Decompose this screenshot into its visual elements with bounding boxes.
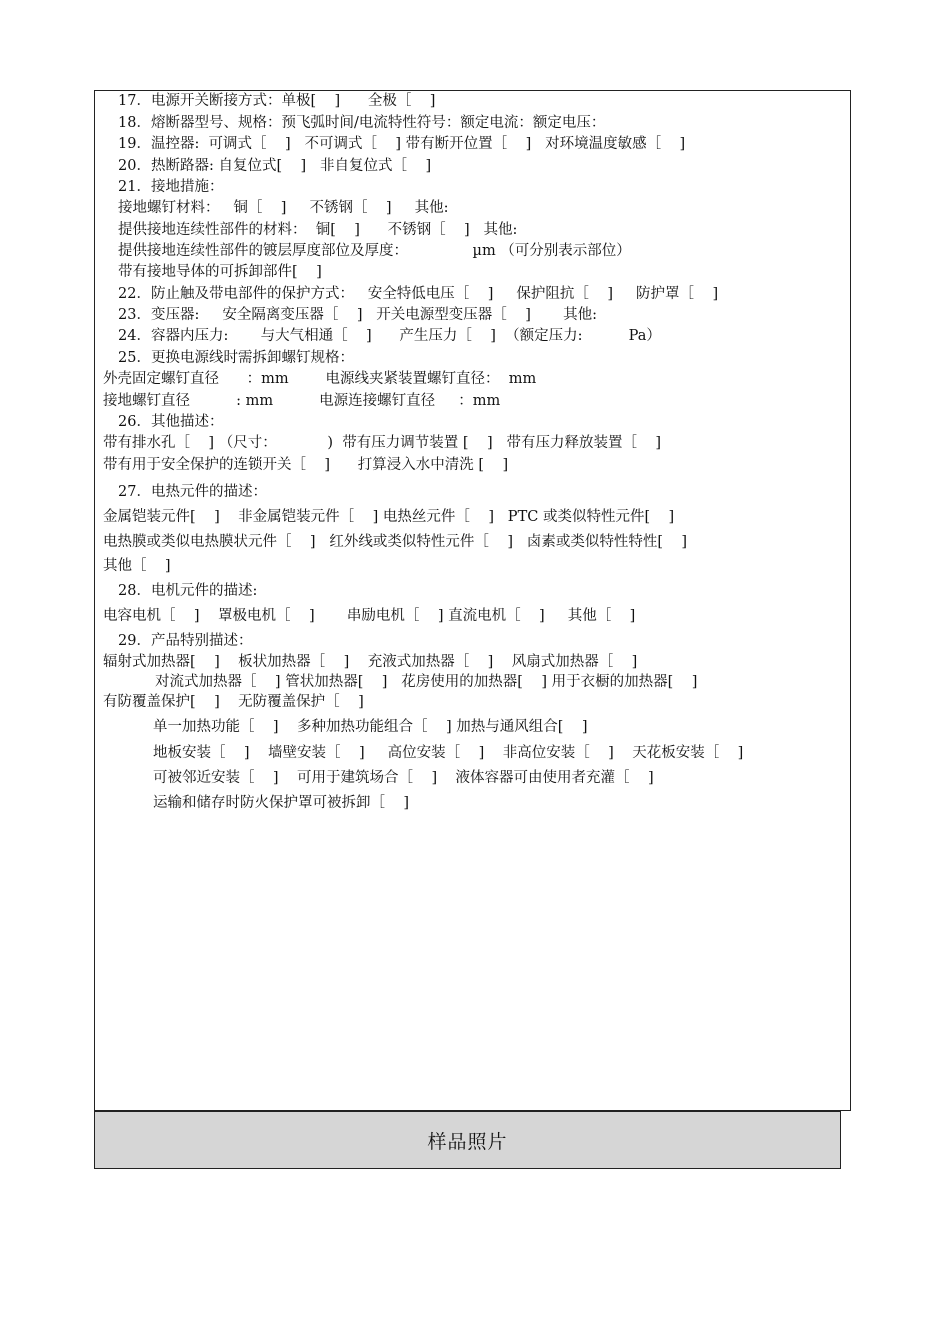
line-26-b: 带有用于安全保护的连锁开关［ ] 打算浸入水中清洗 [ ] <box>103 457 509 473</box>
sample-photo-header <box>94 1111 841 1169</box>
line-29-a: 辐射式加热器[ ] 板状加热器［ ] 充液式加热器［ ] 风扇式加热器［ ] <box>103 654 638 670</box>
line-29-c: 有防覆盖保护[ ] 无防覆盖保护［ ] <box>103 694 364 710</box>
line-29-b: 对流式加热器［ ] 管状加热器[ ] 花房使用的加热器[ ] 用于衣橱的加热器[ ] <box>155 674 698 690</box>
line-27: 27．电热元件的描述： <box>118 484 267 500</box>
line-26-a: 带有排水孔［ ] （尺寸： ) 带有压力调节装置 [ ] 带有压力释放装置［ ] <box>103 435 662 451</box>
line-29-g: 运输和储存时防火保护罩可被拆卸［ ] <box>153 795 410 811</box>
line-27-a: 金属铠装元件[ ] 非金属铠装元件［ ] 电热丝元件［ ] PTC 或类似特性元件[ ] <box>103 509 675 525</box>
line-27-b: 电热膜或类似电热膜状元件［ ] 红外线或类似特性元件［ ] 卤素或类似特性特性[ ] <box>103 534 688 550</box>
line-22: 22．防止触及带电部件的保护方式： 安全特低电压［ ] 保护阻抗［ ] 防护罩［ ] <box>118 286 719 302</box>
line-28: 28．电机元件的描述: <box>118 583 258 599</box>
line-25-b: 接地螺钉直径 : mm 电源连接螺钉直径 ：mm <box>103 393 501 409</box>
line-21-b: 提供接地连续性部件的材料： 铜[ ] 不锈钢［ ] 其他: <box>118 222 518 238</box>
line-26: 26．其他描述： <box>118 414 224 430</box>
line-21-d: 带有接地导体的可拆卸部件[ ] <box>118 264 322 280</box>
line-24: 24．容器内压力: 与大气相通［ ] 产生压力［ ] （额定压力: Pa） <box>118 328 661 344</box>
line-17: 17．电源开关断接方式：单极[ ] 全极［ ] <box>118 93 436 109</box>
sample-photo-label: 样品照片 <box>427 1130 508 1153</box>
line-28-a: 电容电机［ ] 罩极电机［ ] 串励电机［ ] 直流电机［ ] 其他［ ] <box>103 608 636 624</box>
line-29-f: 可被邻近安装［ ] 可用于建筑场合［ ] 液体容器可由使用者充灌［ ] <box>153 770 654 786</box>
line-21-a: 接地螺钉材料： 铜［ ] 不锈钢［ ] 其他: <box>118 200 449 216</box>
line-25: 25．更换电源线时需拆卸螺钉规格： <box>118 350 354 366</box>
line-21-c: 提供接地连续性部件的镀层厚度部位及厚度： µm （可分别表示部位） <box>118 243 631 259</box>
line-18: 18．熔断器型号、规格：预飞弧时间/电流特性符号：额定电流：额定电压： <box>118 115 606 131</box>
line-23: 23．变压器: 安全隔离变压器［ ] 开关电源型变压器［ ] 其他: <box>118 307 598 323</box>
line-25-a: 外壳固定螺钉直径 ：mm 电源线夹紧装置螺钉直径： mm <box>103 371 537 387</box>
line-19: 19．温控器: 可调式［ ] 不可调式［ ] 带有断开位置［ ] 对环境温度敏感［ ] <box>118 136 686 152</box>
line-29-e: 地板安装［ ] 墙壁安装［ ] 高位安装［ ] 非高位安装［ ] 天花板安装［ ] <box>153 745 744 761</box>
line-29: 29．产品特别描述： <box>118 633 253 649</box>
line-20: 20．热断路器: 自复位式[ ] 非自复位式［ ] <box>118 158 432 174</box>
line-27-c: 其他［ ] <box>103 558 171 574</box>
line-21: 21．接地措施： <box>118 179 224 195</box>
line-29-d: 单一加热功能［ ] 多种加热功能组合［ ] 加热与通风组合[ ] <box>153 719 588 735</box>
